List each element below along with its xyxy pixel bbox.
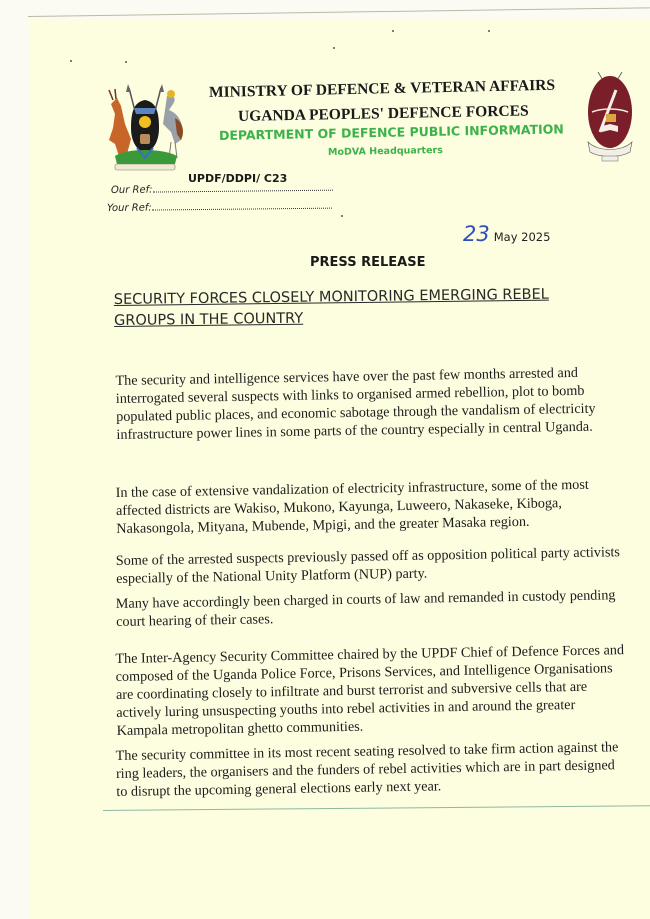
body-paragraph: The Inter-Agency Security Committee chaired by the UPDF Chief of Defence Forces and composed of the Uganda Police Force, Prisons Services, and Intelligence Organisations are coordinating closely to infiltrate and burst terrorist and subversive cells that are actively luring unsuspecting youths into rebel activities in and around the greater Kampala metropolitan ghetto communities.: [115, 642, 625, 739]
department-heading: DEPARTMENT OF DEFENCE PUBLIC INFORMATION: [218, 121, 564, 143]
body-paragraph: The security and intelligence services have over the past few months arrested and interrogated several suspects with links to organised armed rebellion, plot to bomb populated public places, and economic sabotage through the vandalism of electricity infrastructure power lines in some parts of the country especially in central Uganda.: [115, 364, 596, 443]
document-type: PRESS RELEASE: [310, 255, 426, 270]
our-ref-label: Our Ref:: [110, 184, 153, 196]
updf-badge-icon: [584, 68, 636, 164]
scan-speck: [333, 47, 335, 49]
body-paragraph: Many have accordingly been charged in courts of law and remanded in custody pending court hearing of their cases.: [115, 587, 616, 630]
body-paragraph: Some of the arrested suspects previously passed off as opposition political party activists especially of the National Unity Platform (NUP) party.: [115, 544, 620, 587]
reference-code: UPDF/DDPI/ C23: [188, 172, 288, 185]
date-day-handwritten: 23: [463, 222, 490, 246]
scan-speck: [392, 30, 394, 32]
headquarters-label: MoDVA Headquarters: [327, 144, 443, 158]
scan-speck: [125, 61, 127, 63]
scan-speck: [70, 60, 72, 62]
ministry-heading: MINISTRY OF DEFENCE & VETERAN AFFAIRS: [208, 76, 556, 101]
scan-speck: [341, 215, 343, 217]
our-ref-blank: [152, 182, 332, 193]
press-release-title: SECURITY FORCES CLOSELY MONITORING EMERGING REBEL GROUPS IN THE COUNTRY: [113, 286, 549, 329]
date-month-year: May 2025: [493, 230, 551, 244]
your-ref-blank: [152, 200, 332, 211]
our-ref-line: [111, 182, 333, 196]
body-paragraph: The security committee in its most recent seating resolved to take firm action against the ring leaders, the organisers and the funders of rebel activities which are in part designed to disrupt the upcoming general elections early next year.: [115, 739, 619, 800]
page-top-edge: [28, 7, 650, 17]
your-ref-label: Your Ref:: [106, 202, 152, 214]
coat-of-arms-icon: [101, 84, 189, 174]
scan-speck: [488, 30, 490, 32]
release-date: [463, 222, 550, 246]
forces-heading: UGANDA PEOPLES' DEFENCE FORCES: [237, 102, 529, 125]
your-ref-line: [107, 200, 332, 214]
body-paragraph: In the case of extensive vandalization of electricity infrastructure, some of the most affected districts are Wakiso, Mukono, Kayunga, Luweero, Nakaseke, Kiboga, Nakasongola, Mityana, Mubende, Mpigi, and the greater Masaka region.: [115, 476, 589, 537]
